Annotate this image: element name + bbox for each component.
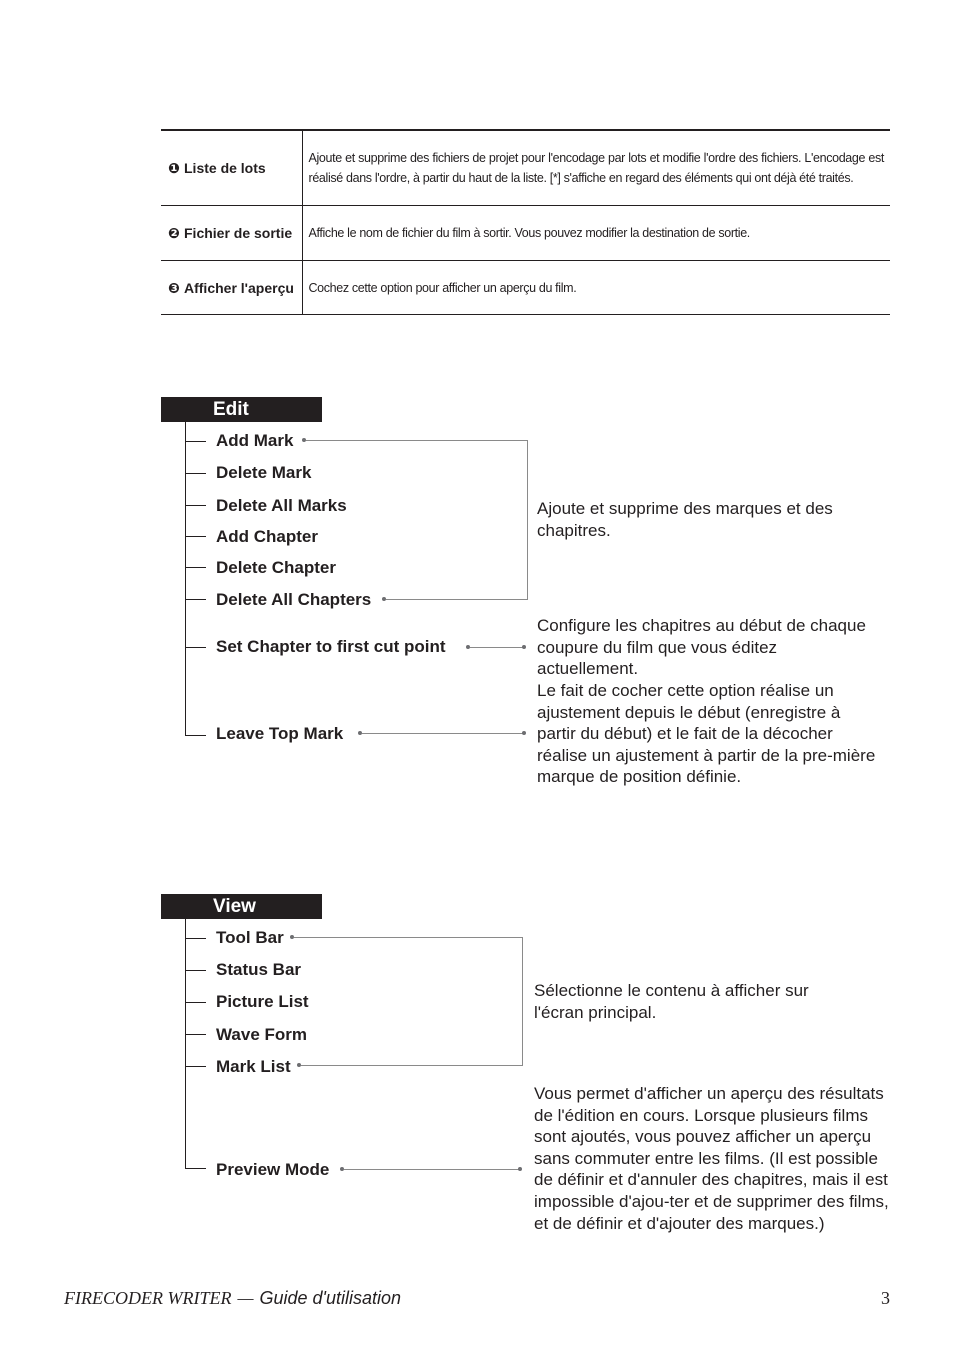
note-preview-mode: Vous permet d'afficher un aperçu des résultats de l'édition en cours. Lorsque plusieurs films sont ajoutés, vous pouvez afficher un aperçu sans commuter entre les films. (Il est possible de définir et d'annuler des chapitres, mais il est impossible d'ajou-ter et de supprimer des films, et de définir et d'ajouter des marques.) (534, 1084, 889, 1233)
menu-item-add-chapter[interactable]: Add Chapter (216, 527, 318, 546)
menu-item-delete-chapter[interactable]: Delete Chapter (216, 558, 336, 577)
tree-branch (186, 536, 206, 537)
page-footer (64, 1287, 401, 1309)
page-number: 3 (881, 1288, 890, 1308)
row-label-text: Liste de lots (184, 160, 266, 176)
leader-dot (518, 1167, 522, 1171)
leader-dot (522, 731, 526, 735)
bracket-line (301, 1065, 523, 1066)
tree-branch (186, 1168, 206, 1169)
table-row (161, 261, 890, 315)
tree-branch (186, 1034, 206, 1035)
view-tree-trunk (185, 919, 186, 1169)
tree-branch (186, 735, 206, 736)
leader-line (470, 647, 524, 648)
menu-item-tool-bar[interactable]: Tool Bar (216, 928, 284, 947)
tree-branch (186, 938, 206, 939)
footer-product: FIRECODER WRITER (64, 1288, 232, 1308)
number-badge: ❸ (168, 279, 180, 296)
tree-branch (186, 567, 206, 568)
menu-item-delete-all-marks[interactable]: Delete All Marks (216, 496, 347, 515)
menu-item-set-chapter-first-cut[interactable]: Set Chapter to first cut point (216, 637, 446, 656)
menu-item-delete-mark[interactable]: Delete Mark (216, 463, 312, 482)
leader-line (362, 733, 524, 734)
bracket-line (306, 440, 528, 441)
leader-line (344, 1169, 520, 1170)
note-marks-chapters: Ajoute et supprime des marques et des chapitres. (537, 499, 833, 540)
row-description: Cochez cette option pour afficher un aperçu du film. (308, 280, 577, 295)
tree-branch (186, 441, 206, 442)
bracket-line (527, 440, 528, 600)
menu-item-leave-top-mark[interactable]: Leave Top Mark (216, 724, 344, 743)
settings-table (161, 129, 890, 315)
tree-branch (186, 1002, 206, 1003)
row-description: Affiche le nom de fichier du film à sortir. Vous pouvez modifier la destination de sortie. (302, 206, 890, 261)
tree-branch (186, 1066, 206, 1067)
footer-guide-title: Guide d'utilisation (259, 1288, 402, 1308)
bracket-line (294, 937, 523, 938)
bracket-line (386, 599, 528, 600)
table-row (161, 206, 890, 261)
edit-menu-title: Edit (161, 397, 322, 422)
menu-item-preview-mode[interactable]: Preview Mode (216, 1160, 330, 1179)
table-row (161, 130, 890, 206)
row-label (161, 206, 302, 261)
leader-dot (522, 645, 526, 649)
view-menu-title: View (161, 894, 322, 919)
note-screen-content: Sélectionne le contenu à afficher sur l'écran principal. (534, 981, 809, 1022)
tree-branch (186, 473, 206, 474)
menu-item-add-mark[interactable]: Add Mark (216, 431, 294, 450)
row-label-text: Fichier de sortie (184, 225, 293, 241)
menu-item-wave-form[interactable]: Wave Form (216, 1025, 308, 1044)
row-label (161, 261, 302, 315)
tree-branch (186, 505, 206, 506)
menu-item-picture-list[interactable]: Picture List (216, 992, 309, 1011)
row-label-text: Afficher l'aperçu (184, 279, 294, 296)
note-chapter-first-cut: Configure les chapitres au début de chaque coupure du film que vous éditez actuellement. (537, 616, 866, 679)
tree-branch (186, 970, 206, 971)
number-badge: ❶ (168, 160, 180, 176)
menu-item-delete-all-chapters[interactable]: Delete All Chapters (216, 590, 372, 609)
note-leave-top-mark: Le fait de cocher cette option réalise un ajustement depuis le début (enregistre à partir du début) et le fait de la décocher réalise un ajustement à partir de la pre-mière marque de position définie. (537, 681, 876, 787)
menu-item-mark-list[interactable]: Mark List (216, 1057, 291, 1076)
row-label (161, 130, 302, 206)
footer-separator: — (237, 1288, 254, 1308)
tree-branch (186, 599, 206, 600)
menu-item-status-bar[interactable]: Status Bar (216, 960, 302, 979)
edit-tree-trunk (185, 422, 186, 736)
tree-branch (186, 647, 206, 648)
bracket-line (522, 937, 523, 1066)
number-badge: ❷ (168, 225, 180, 241)
row-description: Ajoute et supprime des fichiers de projet pour l'encodage par lots et modifie l'ordre des fichiers. L'encodage est réalisé dans l'ordre, à partir du haut de la liste. [*] s'affiche en regard des éléments qui ont déjà été traités. (302, 130, 890, 206)
